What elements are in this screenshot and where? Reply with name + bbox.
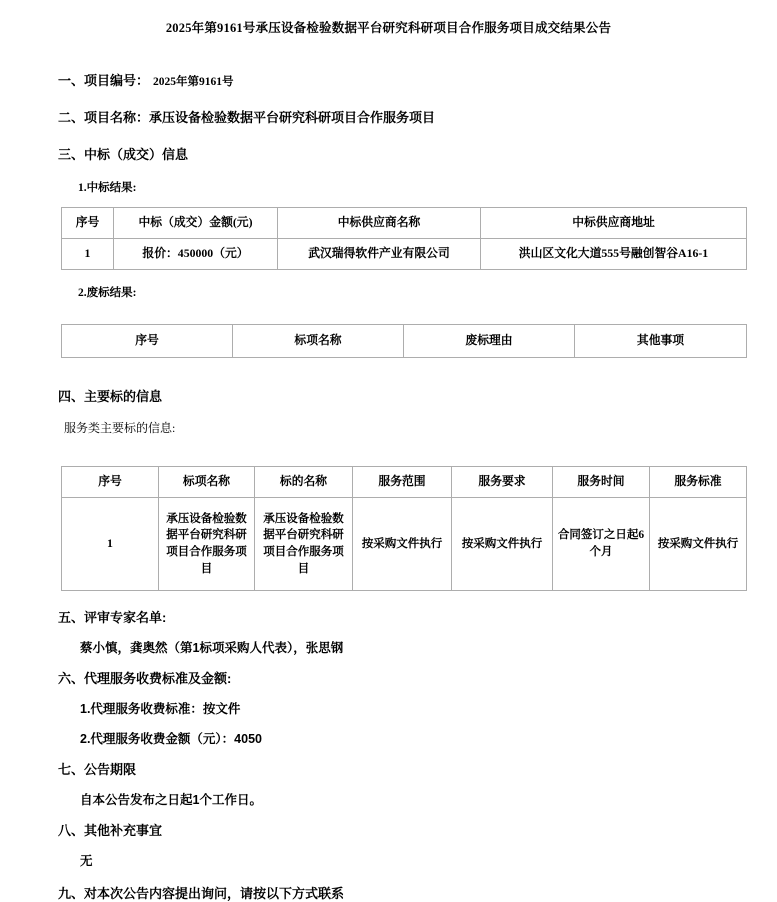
section-contact-heading: 九、对本次公告内容提出询问，请按以下方式联系 (58, 886, 345, 901)
table-cell: 承压设备检验数据平台研究科研项目合作服务项目 (255, 498, 353, 591)
table-header-cell: 中标供应商名称 (278, 208, 481, 239)
project-number-value: 2025年第9161号 (153, 76, 234, 88)
agency-fee-standard: 1.代理服务收费标准：按文件 (80, 702, 241, 716)
table-cell: 1 (62, 498, 159, 591)
table-header-cell: 服务时间 (553, 467, 650, 498)
table-header-cell: 中标供应商地址 (481, 208, 747, 239)
fail-result-table (61, 324, 747, 358)
table-cell: 报价：450000（元） (114, 239, 278, 270)
section-subject-info-heading: 四、主要标的信息 (58, 389, 163, 404)
table-header-row (62, 208, 747, 239)
fail-result-label: 2.废标结果: (78, 287, 137, 299)
table-header-cell: 序号 (62, 467, 159, 498)
announcement-period-text: 自本公告发布之日起1个工作日。 (80, 793, 262, 807)
table-header-cell: 标项名称 (159, 467, 255, 498)
award-result-table (61, 207, 747, 270)
table-header-cell: 废标理由 (404, 325, 575, 358)
project-name-value: 承压设备检验数据平台研究科研项目合作服务项目 (149, 110, 436, 125)
section-announcement-period-heading: 七、公告期限 (58, 762, 137, 777)
table-cell: 按采购文件执行 (452, 498, 553, 591)
section-project-name (58, 107, 777, 126)
subject-info-note: 服务类主要标的信息: (64, 421, 176, 435)
other-matters-text: 无 (80, 854, 93, 868)
section-award-info-heading: 三、中标（成交）信息 (58, 147, 189, 162)
table-header-cell: 标项名称 (233, 325, 404, 358)
subject-info-table (61, 466, 747, 591)
document-title: 2025年第9161号承压设备检验数据平台研究科研项目合作服务项目成交结果公告 (165, 21, 612, 35)
agency-fee-amount: 2.代理服务收费金额（元）：4050 (80, 732, 262, 746)
table-cell: 承压设备检验数据平台研究科研项目合作服务项目 (159, 498, 255, 591)
table-row (62, 498, 747, 591)
table-header-cell: 服务要求 (452, 467, 553, 498)
table-cell: 洪山区文化大道555号融创智谷A16-1 (481, 239, 747, 270)
table-cell: 合同签订之日起6个月 (553, 498, 650, 591)
table-header-cell: 序号 (62, 325, 233, 358)
table-header-row (62, 467, 747, 498)
table-header-cell: 服务标准 (650, 467, 747, 498)
table-header-cell: 服务范围 (353, 467, 452, 498)
award-result-label: 1.中标结果: (78, 182, 137, 194)
table-header-cell: 中标（成交）金额(元) (114, 208, 278, 239)
section-experts-heading: 五、评审专家名单: (58, 610, 167, 625)
table-header-cell: 其他事项 (575, 325, 747, 358)
section-project-name-heading: 二、项目名称： (58, 110, 150, 125)
table-header-cell: 标的名称 (255, 467, 353, 498)
experts-list: 蔡小慎，龚奥然（第1标项采购人代表），张思钢 (80, 641, 344, 655)
table-header-row (62, 325, 747, 358)
section-project-number (58, 70, 777, 89)
section-agency-fee-heading: 六、代理服务收费标准及金额: (58, 671, 232, 686)
section-project-number-heading: 一、项目编号： (58, 73, 150, 88)
table-header-cell: 序号 (62, 208, 114, 239)
section-other-matters-heading: 八、其他补充事宜 (58, 823, 163, 838)
table-cell: 武汉瑞得软件产业有限公司 (278, 239, 481, 270)
table-cell: 1 (62, 239, 114, 270)
table-cell: 按采购文件执行 (650, 498, 747, 591)
table-row (62, 239, 747, 270)
table-cell: 按采购文件执行 (353, 498, 452, 591)
